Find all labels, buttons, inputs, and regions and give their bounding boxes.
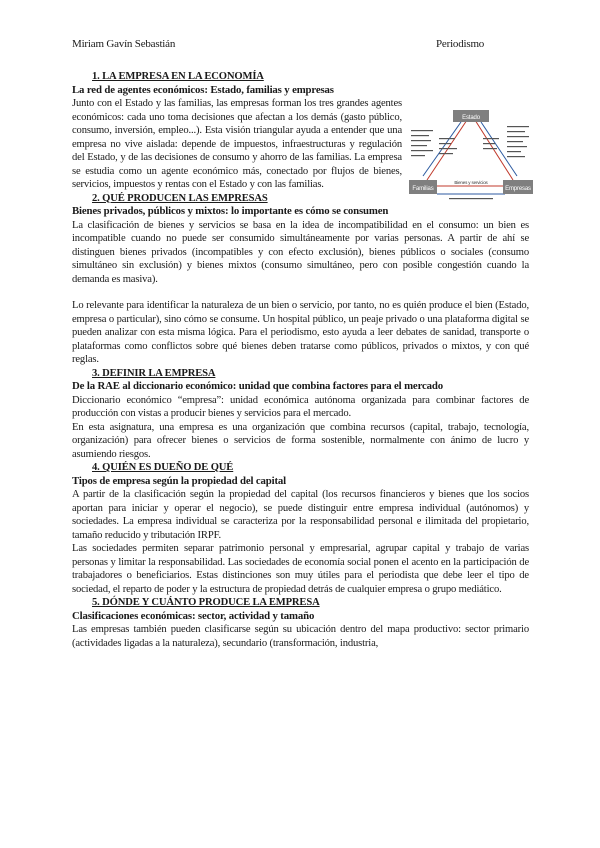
section-5: [72, 596, 529, 650]
section-subtitle: Bienes privados, públicos y mixtos: lo importante es cómo se consumen: [72, 205, 389, 217]
paragraph: Diccionario económico “empresa”: unidad económica autónoma organizada para combinar factores de producción con vistas a producir bienes y servicios para el mercado.: [72, 394, 529, 419]
section-subtitle: Tipos de empresa según la propiedad del capital: [72, 474, 287, 487]
spacer: [72, 286, 529, 299]
section-title: 1. LA EMPRESA EN LA ECONOMÍA: [92, 71, 264, 82]
section-subtitle: La red de agentes económicos: Estado, familias y empresas: [72, 83, 334, 96]
section-3: [72, 367, 529, 462]
header-course: Periodismo: [436, 38, 485, 50]
section-2: [72, 192, 529, 367]
paragraph: Las sociedades permiten separar patrimonio personal y empresarial, agrupar capital y trabajo de varias personas y limitar la responsabilidad. Las sociedades de economía social ponen el acento en la participación de trabajadores o beneficiarios. Estas distinciones son muy útiles para el periodista que debe leer el tipo de sociedad, el reparto de poder y la estructura de propiedad detrás de cualquier empresa o grupo mediático.: [72, 543, 529, 595]
section-1: [72, 70, 529, 192]
paragraph: Las empresas también pueden clasificarse según su ubicación dentro del mapa productivo: sector primario (actividades ligadas a la naturaleza), secundario (transformación, industria,: [72, 624, 529, 649]
section-subtitle: Clasificaciones económicas: sector, actividad y tamaño: [72, 609, 315, 622]
economic-agents-diagram: [409, 108, 533, 204]
paragraph: En esta asignatura, una empresa es una organización que combina recursos (capital, trabajo, tecnología, organización) para ofrecer bienes o servicios de forma sostenible, normalmente con ánimo de lucro y asumiendo riesgos.: [72, 421, 529, 460]
paragraph: Lo relevante para identificar la naturaleza de un bien o servicio, por tanto, no es quién produce el bien (Estado, empresa o particular), sino cómo se consume. Un hospital público, un peaje privado o una plataforma digital se pueden analizar con esta misma lógica. Para el periodismo, esto ayuda a leer debates de sanidad, transporte o plataformas como conflictos sobre qué bienes deben tratarse como públicos, privados o mixtos, y con qué reglas.: [72, 300, 529, 365]
flow-label: Bienes y servicios: [454, 180, 488, 185]
section-title: 4. QUIÉN ES DUEÑO DE QUÉ: [92, 462, 234, 473]
paragraph: Junto con el Estado y las familias, las empresas forman los tres grandes agentes económicos: cada uno toma decisiones que afectan a los demás (gasto público, consumo, inversión, empleo...). Esta visión triangular ayuda a entender que una empresa no vive aislada: depende de impuestos, infraestructuras y regulación del Estado, y de las decisiones de consumo y ahorro de las familias. La empresa se estudia como un agente económico más, conectado por flujos de bienes, servicios, impuestos y rentas con el Estado y con las familias.: [72, 98, 402, 190]
section-4: [72, 461, 529, 596]
section-title: 5. DÓNDE Y CUÁNTO PRODUCE LA EMPRESA: [92, 597, 320, 608]
paragraph: La clasificación de bienes y servicios se basa en la idea de incompatibilidad en el consumo: un bien es incompatible cuando no puede ser consumido simultáneamente por varias personas. A partir de ahí se distinguen bienes privados (incompatibles y con efecto exclusión), bienes públicos o sociales (consumo simultáneo sin exclusión) y bienes mixtos (consumo simultáneo, pero con posible congestión cuando la demanda es masiva).: [72, 219, 529, 285]
node-state-label: Estado: [462, 115, 480, 121]
section-title: 2. QUÉ PRODUCEN LAS EMPRESAS: [92, 192, 268, 204]
node-families-label: Familias: [412, 186, 434, 192]
paragraph: A partir de la clasificación según la propiedad del capital (los recursos financieros y bienes que los socios aportan para iniciar y operar el negocio), se puede distinguir entre empresa individual (autónomos) y sociedades. La empresa individual se caracteriza por la responsabilidad personal e ilimitada del propietario, tamaño reducido y tributación IRPF.: [72, 489, 529, 541]
header-author: Miriam Gavín Sebastián: [72, 38, 176, 50]
node-firms-label: Empresas: [505, 186, 531, 192]
document-body: [72, 70, 529, 650]
section-subtitle: De la RAE al diccionario económico: unidad que combina factores para el mercado: [72, 380, 444, 392]
section-title: 3. DEFINIR LA EMPRESA: [92, 367, 216, 379]
